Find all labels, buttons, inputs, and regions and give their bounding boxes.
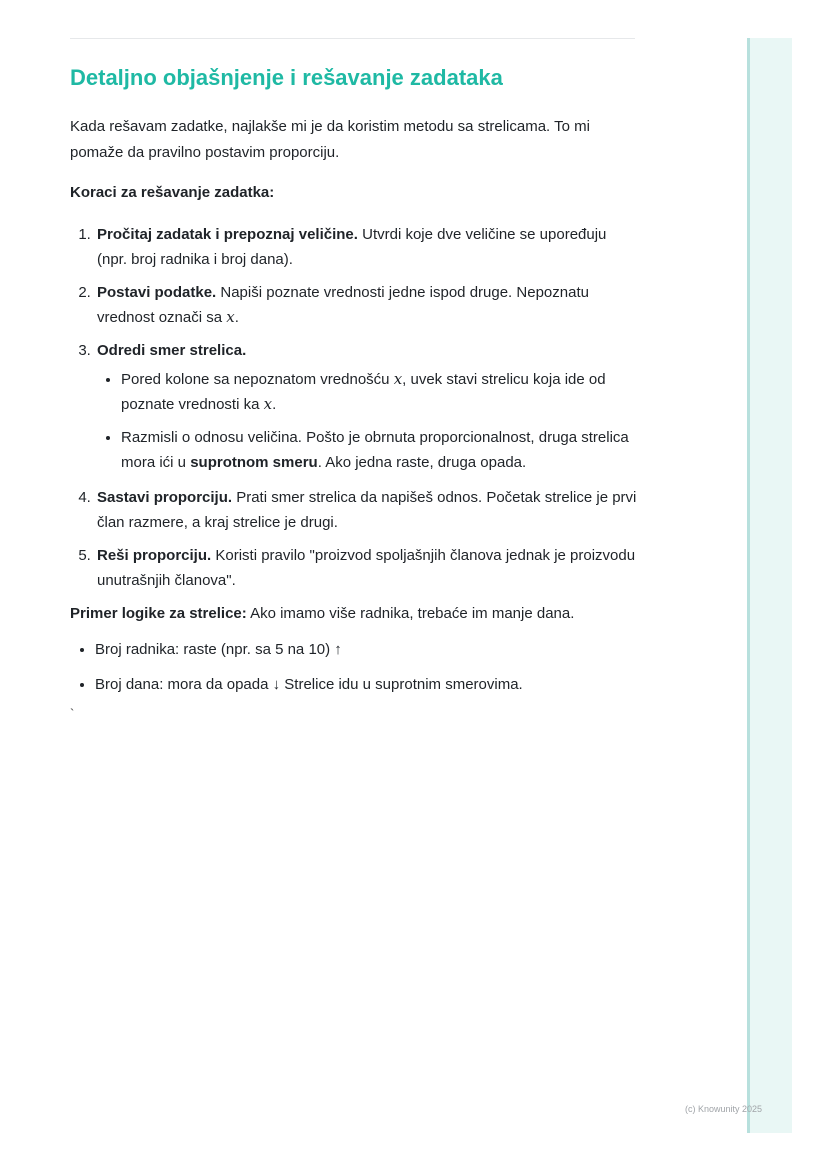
steps-list (70, 222, 640, 593)
step-title: Postavi podatke. (97, 284, 217, 301)
example-bullets (70, 637, 640, 697)
margin-sidebar-edge (747, 38, 750, 1133)
sub-text: Razmisli o odnosu veličina. Pošto je obrnuta proporcionalnost, druga strelica mora ići u (121, 429, 629, 471)
sub-text: , uvek stavi strelicu koja ide od poznate vrednosti ka (121, 371, 606, 413)
margin-sidebar (748, 38, 792, 1133)
page-title: Detaljno objašnjenje i rešavanje zadataka (70, 65, 503, 90)
step-item (95, 280, 640, 330)
math-variable: x (393, 370, 403, 388)
example-label: Primer logike za strelice: (70, 605, 247, 622)
step-text-end: . (234, 309, 239, 326)
step-item (95, 338, 640, 475)
sub-list (97, 367, 640, 475)
step-item (95, 222, 640, 272)
top-divider (70, 38, 635, 39)
sub-item (121, 367, 640, 417)
step-text: Prati smer strelica da napišeš odnos. Početak strelice je prvi član razmere, a kraj strelice je drugi. (97, 489, 637, 531)
bullet-item: • Broj dana: mora da opada ↓ Strelice idu u suprotnim smerovima. (95, 672, 640, 697)
step-item (95, 485, 640, 535)
math-variable: x (263, 395, 273, 413)
steps-heading: Koraci za rešavanje zadatka: (70, 184, 275, 201)
document-body (70, 60, 640, 721)
bullet-item: • Broj radnika: raste (npr. sa 5 na 10) ↑ (95, 637, 640, 662)
sub-item (121, 425, 640, 475)
step-title: Pročitaj zadatak i prepoznaj veličine. (97, 226, 358, 243)
sub-text: Pored kolone sa nepoznatom vrednošću (121, 371, 394, 388)
step-text: Napiši poznate vrednosti jedne ispod druge. Nepoznatu vrednost označi sa (97, 284, 589, 326)
copyright-footer: (c) Knowunity 2025 (685, 1104, 763, 1114)
step-title: Sastavi proporciju. (97, 489, 233, 506)
step-text: Koristi pravilo "proizvod spoljašnjih članova jednak je proizvodu unutrašnjih članova". (97, 547, 636, 589)
intro-paragraph: Kada rešavam zadatke, najlakše mi je da koristim metodu sa strelicama. To mi pomaže da pravilno postavim proporciju. (70, 118, 590, 161)
step-title: Odredi smer strelica. (97, 342, 247, 359)
sub-text: . (272, 396, 277, 413)
sub-text: . Ako jedna raste, druga opada. (317, 454, 527, 471)
stray-mark: ` (70, 706, 75, 721)
math-variable: x (226, 308, 235, 326)
step-item (95, 543, 640, 593)
example-paragraph (70, 601, 640, 627)
step-title: Reši proporciju. (97, 547, 212, 564)
emphasis: suprotnom smeru (190, 454, 318, 471)
example-text: Ako imamo više radnika, trebaće im manje dana. (246, 605, 575, 622)
step-text: Utvrdi koje dve veličine se upoređuju (npr. broj radnika i broj dana). (97, 226, 607, 268)
